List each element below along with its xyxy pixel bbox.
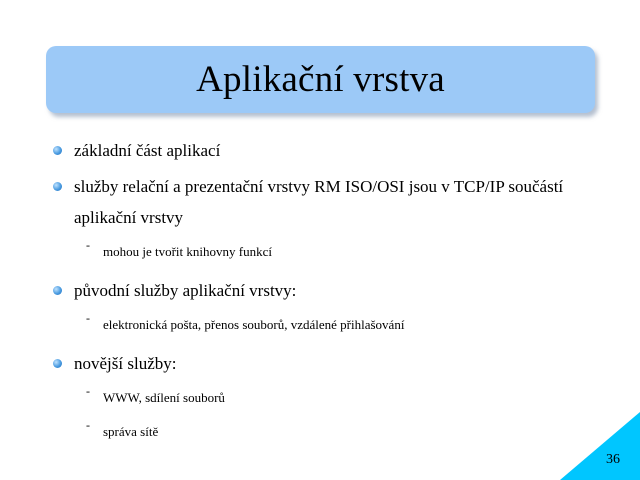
bullet-icon (53, 182, 62, 191)
slide-title-box (46, 46, 595, 113)
sub-bullet-dash: - (86, 311, 90, 325)
bullet-text-continuation: aplikační vrstvy (74, 208, 184, 227)
sub-bullet-text: mohou je tvořit knihovny funkcí (103, 244, 272, 259)
bullet-icon (53, 286, 62, 295)
sub-bullet-dash: - (86, 418, 90, 432)
sub-bullet-text: správa sítě (103, 424, 159, 439)
bullet-text: služby relační a prezentační vrstvy RM ISO/OSI jsou v TCP/IP součástí (74, 177, 564, 196)
sub-bullet-text: WWW, sdílení souborů (103, 390, 225, 405)
sub-bullet-dash: - (86, 384, 90, 398)
bullet-text: původní služby aplikační vrstvy: (74, 281, 297, 300)
sub-bullet-dash: - (86, 238, 90, 252)
page-number: 36 (606, 452, 620, 467)
sub-bullet-text: elektronická pošta, přenos souborů, vzdálené přihlašování (103, 317, 405, 332)
bullet-icon (53, 146, 62, 155)
bullet-icon (53, 359, 62, 368)
corner-triangle-decoration (560, 412, 640, 480)
bullet-text: novější služby: (74, 354, 177, 373)
slide-title: Aplikační vrstva (196, 59, 445, 100)
bullet-text: základní část aplikací (74, 141, 221, 160)
